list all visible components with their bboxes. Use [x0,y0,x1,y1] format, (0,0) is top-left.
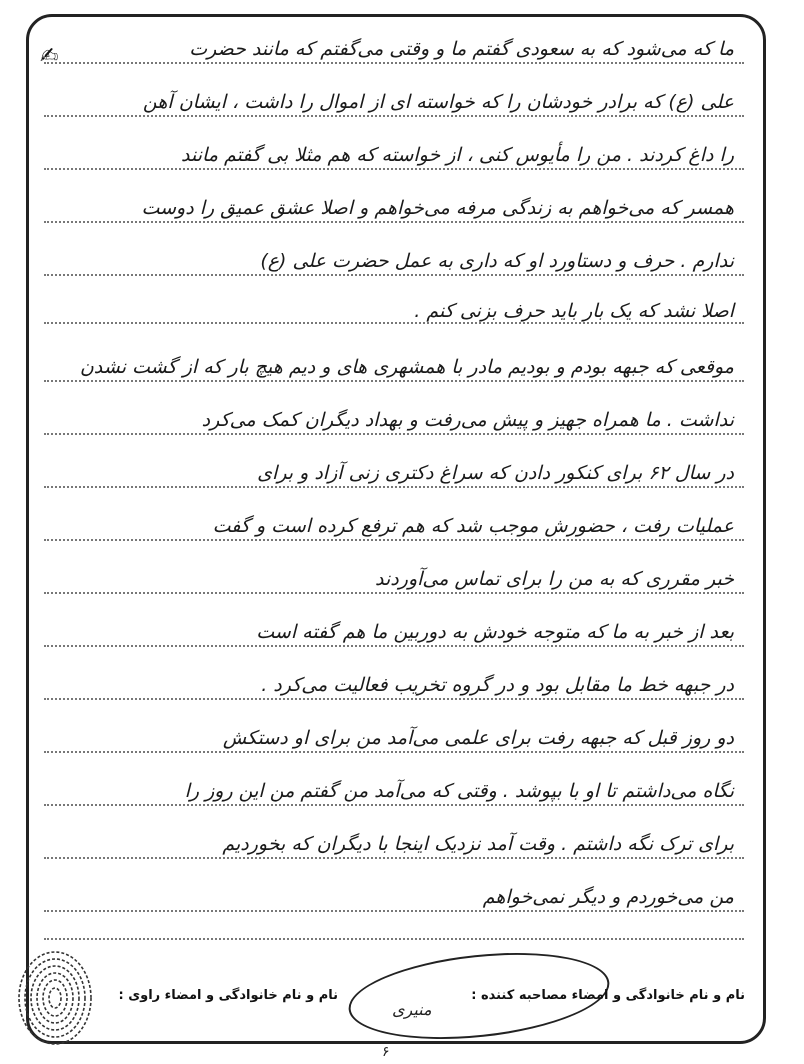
ruled-line [44,380,744,382]
handwritten-line: خبر مقرری که به من را برای تماس می‌آوردند [375,568,734,590]
handwritten-line: در سال ۶۲ برای کنکور دادن که سراغ دکتری زنی آزاد و برای [257,462,734,484]
fingerprint-icon [14,948,96,1048]
ruled-line [44,322,744,324]
ruled-line [44,433,744,435]
page-number: ۶ [382,1044,390,1060]
footer-divider [44,938,744,940]
handwritten-line: همسر که می‌خواهم به زندگی مرفه می‌خواهم و اصلا عشق عمیق را دوست [141,197,734,219]
ruled-line [44,592,744,594]
ruled-line [44,486,744,488]
ruled-line [44,910,744,912]
interviewer-signature: منیری [392,1000,432,1019]
ruled-line [44,62,744,64]
handwritten-line: ما که می‌شود که به سعودی گفتم ما و وقتی می‌گفتم که مانند حضرت [189,38,734,60]
handwritten-line: برای ترک نگه داشتم . وقت آمد نزدیک اینجا با دیگران که بخوردیم [222,833,734,855]
handwritten-line: موقعی که جبهه بودم و بودیم مادر با همشهری های و دیم هیچ بار که از گشت نشدن [79,356,734,378]
ruled-line [44,804,744,806]
ruled-line [44,539,744,541]
handwritten-line: در جبهه خط ما مقابل بود و در گروه تخریب فعالیت می‌کرد . [261,674,734,696]
ruled-line [44,645,744,647]
narrator-label: نام و نام خانوادگی و امضاء راوی : [118,988,338,1003]
interviewer-label: نام و نام خانوادگی و امضاء مصاحبه کننده : [471,988,745,1003]
ruled-line [44,221,744,223]
handwritten-line: را داغ کردند . من را مأیوس کنی ، از خواسته که هم مثلا بی گفتم مانند [181,144,734,166]
handwritten-line: اصلا نشد که یک بار باید حرف بزنی کنم . [414,300,734,322]
ruled-line [44,168,744,170]
ruled-line [44,274,744,276]
handwritten-line: علی (ع) که برادر خودشان را که خواسته ای از اموال را داشت ، ایشان آهن [142,91,734,113]
handwritten-line: عملیات رفت ، حضورش موجب شد که هم ترفع کرده است و گفت [212,515,734,537]
ruled-line [44,115,744,117]
handwritten-line: بعد از خبر به ما که متوجه خودش به دوربین ما هم گفته است [256,621,734,643]
ruled-line [44,857,744,859]
pen-marker-icon: ✍ [40,44,59,69]
handwritten-line: من می‌خوردم و دیگر نمی‌خواهم [482,886,734,908]
handwritten-line: دو روز قبل که جبهه رفت برای علمی می‌آمد من برای او دستکش [222,727,734,749]
handwritten-line: نگاه می‌داشتم تا او با بپوشد . وقتی که می‌آمد من گفتم من این روز را [184,780,734,802]
ruled-line [44,698,744,700]
handwritten-line: نداشت . ما همراه جهیز و پیش می‌رفت و بهداد دیگران کمک می‌کرد [201,409,734,431]
handwritten-line: ندارم . حرف و دستاورد او که داری به عمل حضرت علی (ع) [260,250,734,272]
ruled-line [44,751,744,753]
